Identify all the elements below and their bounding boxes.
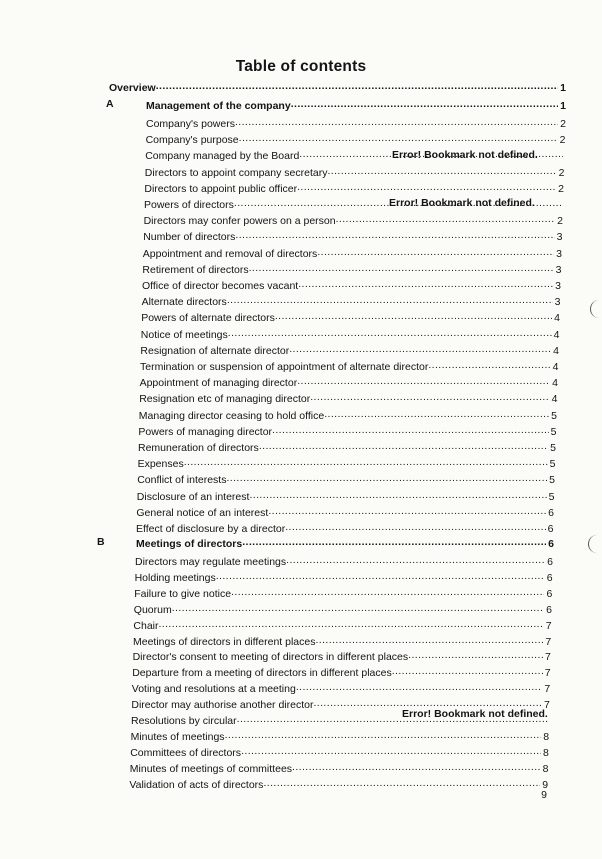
toc-entry[interactable] (140, 361, 559, 374)
dot-leader (242, 536, 546, 549)
dot-leader (158, 618, 543, 631)
toc-entry-label: Powers of directors (144, 199, 234, 211)
bookmark-error (389, 197, 535, 210)
toc-entry[interactable] (133, 620, 551, 633)
toc-page-number: 1 (560, 100, 566, 112)
dot-leader (241, 745, 541, 758)
toc-entry[interactable] (135, 572, 553, 585)
toc-page-number: 4 (552, 377, 558, 390)
toc-entry-label: Alternate directors (141, 296, 227, 309)
toc-entry-label: Directors may regulate meetings (135, 556, 287, 568)
toc-entry-label: Office of director becomes vacant (142, 280, 299, 292)
toc-entry[interactable] (141, 329, 560, 342)
toc-entry-label: Company's purpose (145, 134, 239, 147)
toc-entry-label: Chair (133, 619, 159, 632)
toc-entry[interactable] (133, 636, 551, 649)
toc-page-number: 3 (554, 296, 561, 309)
dot-leader (315, 634, 543, 647)
toc-entry[interactable] (128, 789, 547, 802)
toc-entry[interactable] (143, 231, 562, 244)
dot-leader (285, 521, 545, 534)
toc-entry[interactable] (137, 491, 555, 504)
dot-leader (275, 310, 552, 323)
toc-entry-label: Committees of directors (130, 746, 242, 759)
toc-entry[interactable] (135, 556, 553, 569)
dot-leader (235, 116, 558, 129)
toc-entry[interactable] (140, 345, 559, 358)
bookmark-error (392, 149, 538, 162)
toc-page-number: 3 (556, 247, 562, 260)
toc-entry[interactable] (136, 523, 554, 536)
toc-entry-label: Minutes of meetings (130, 730, 225, 743)
toc-page-number: 6 (548, 506, 554, 519)
toc-entry-label: Disclosure of an interest (136, 490, 250, 503)
dot-leader (263, 777, 540, 790)
toc-entry[interactable] (130, 763, 549, 776)
dot-leader (317, 246, 554, 259)
margin-mark (588, 535, 599, 553)
toc-entry[interactable] (143, 248, 562, 261)
dot-leader (298, 278, 553, 291)
toc-page-number: 8 (543, 730, 550, 743)
section-letter-a: A (106, 98, 114, 110)
toc-page-number: 1 (560, 82, 566, 94)
toc-entry-label: Number of directors (143, 231, 236, 244)
toc-entry-label: Minutes of meetings of committees (129, 762, 293, 775)
toc-entry-label: Appointment of managing director (139, 377, 298, 390)
toc-entry-label: Managing director ceasing to hold office (138, 409, 325, 422)
margin-mark (590, 300, 601, 318)
toc-page-number: 2 (560, 118, 566, 130)
toc-entry[interactable] (134, 604, 552, 617)
toc-page-number: 6 (546, 603, 552, 616)
dot-leader (324, 408, 549, 421)
dot-leader (239, 132, 558, 145)
toc-entry[interactable] (142, 280, 561, 293)
toc-entry[interactable] (146, 118, 566, 131)
toc-entry-label: Termination or suspension of appointment of alternate director (140, 361, 429, 373)
toc-overview[interactable] (109, 82, 566, 95)
toc-entry-label: General notice of an interest (136, 506, 269, 519)
toc-page-number: 9 (542, 778, 549, 791)
toc-page-number: 7 (544, 667, 551, 680)
dot-leader (291, 98, 558, 111)
toc-page-number: 3 (555, 263, 562, 276)
toc-entry[interactable] (130, 747, 549, 760)
bookmark-error (402, 708, 548, 721)
dot-leader (249, 489, 546, 502)
dot-leader (172, 602, 544, 615)
toc-entry[interactable] (142, 296, 561, 309)
toc-entry[interactable] (139, 393, 557, 406)
toc-entry[interactable] (133, 651, 551, 664)
dot-leader (310, 391, 549, 404)
dot-leader (231, 586, 544, 599)
toc-entry[interactable] (142, 264, 561, 277)
toc-page-number: 9 (541, 789, 547, 801)
toc-entry-label: Meetings of directors in different places (133, 635, 316, 648)
toc-page-number: 7 (545, 651, 551, 664)
dot-leader (428, 359, 550, 372)
toc-page-number: 6 (548, 538, 554, 550)
toc-page-number: 5 (551, 409, 557, 422)
bookmark-error-text: Error! Bookmark not defined. (389, 197, 535, 209)
toc-page-number: 2 (557, 215, 563, 228)
dot-leader (184, 456, 548, 469)
toc-page-number: 5 (549, 458, 556, 471)
toc-entry-label: Resignation of alternate director (140, 344, 290, 357)
toc-entry-label: Holding meetings (134, 571, 216, 584)
toc-entry-label: Departure from a meeting of directors in different places (132, 667, 392, 680)
toc-entry-label: Powers of managing director (138, 425, 273, 438)
dot-leader (272, 424, 549, 437)
dot-leader (249, 262, 554, 275)
toc-page-number: 8 (542, 746, 549, 759)
dot-leader (235, 229, 554, 242)
toc-page-number: 3 (556, 231, 563, 244)
dot-leader (156, 80, 558, 93)
toc-entry[interactable] (132, 667, 550, 680)
section-letter-b: B (97, 536, 105, 548)
toc-entry[interactable] (132, 683, 550, 696)
dot-leader (297, 181, 556, 194)
dot-leader (296, 681, 543, 694)
bookmark-error-text: Error! Bookmark not defined. (402, 708, 548, 720)
dot-leader (226, 472, 547, 485)
toc-entry[interactable] (138, 442, 556, 455)
toc-entry-label: Appointment and removal of directors (142, 247, 318, 260)
toc-page-number: 7 (543, 699, 550, 712)
toc-page-number: 6 (547, 556, 553, 568)
dot-leader (259, 440, 548, 453)
toc-entry-label: Powers of alternate directors (141, 312, 275, 325)
toc-entry[interactable] (144, 215, 563, 228)
dot-leader (286, 554, 545, 567)
toc-page-number: 6 (546, 587, 553, 600)
dot-leader (408, 649, 543, 662)
toc-entry-label: Directors may confer powers on a person (143, 215, 336, 228)
toc-page-number: 4 (551, 393, 558, 406)
toc-section-a[interactable] (146, 100, 566, 113)
dot-leader (216, 570, 545, 583)
toc-entry-label: Director may authorise another director (131, 699, 314, 712)
toc-entry-label: Remuneration of directors (138, 442, 259, 454)
toc-entry[interactable] (134, 588, 552, 601)
toc-entry-label: Overview (109, 82, 156, 94)
toc-entry-label: Meetings of directors (136, 538, 243, 550)
toc-page-number: 6 (546, 571, 553, 584)
dot-leader (292, 761, 541, 774)
dot-leader (392, 665, 543, 678)
toc-page-number: 5 (550, 425, 557, 438)
toc-entry-label: Management of the company (146, 100, 291, 112)
dot-leader (268, 505, 546, 518)
dot-leader (327, 165, 556, 178)
toc-page-number: 2 (558, 166, 565, 179)
toc-page-number: 5 (548, 490, 555, 503)
toc-page-number: 2 (558, 182, 564, 195)
toc-page-number: 4 (552, 361, 559, 373)
toc-entry[interactable] (136, 507, 554, 520)
toc-entry-label: Effect of disclosure by a director (136, 523, 286, 535)
toc-entry[interactable] (138, 426, 556, 439)
toc-entry-label: Conflict of interests (137, 474, 227, 487)
toc-entry-label: Validation of acts of directors (129, 778, 264, 791)
toc-page-number: 5 (550, 442, 556, 454)
toc-page-number: 7 (545, 619, 552, 632)
toc-page-number: 4 (554, 312, 560, 325)
toc-entry[interactable] (145, 167, 565, 180)
toc-page-number: 7 (545, 635, 552, 648)
dot-leader (297, 375, 550, 388)
toc-entry[interactable] (137, 474, 555, 487)
toc-entry[interactable] (140, 377, 558, 390)
toc-page-number: 8 (542, 762, 549, 775)
toc-entry-label: Directors to appoint company secretary (144, 166, 328, 179)
dot-leader (289, 343, 551, 356)
toc-entry-label: Company's powers (146, 118, 235, 130)
toc-entry[interactable] (138, 458, 556, 471)
toc-entry-label: Resolutions by circular (131, 715, 237, 727)
toc-page-number: 5 (549, 474, 555, 487)
toc-entry[interactable] (146, 134, 566, 147)
toc-entry-label: Notice of meetings (140, 328, 228, 341)
toc-page-number: 7 (544, 683, 551, 696)
bookmark-error-text: Error! Bookmark not defined. (392, 149, 538, 161)
toc-entry-label: Directors to appoint public officer (144, 182, 298, 195)
toc-entry-label: Voting and resolutions at a meeting (131, 683, 296, 696)
dot-leader (336, 213, 556, 226)
toc-page-number: 2 (559, 134, 566, 147)
toc-page-number: 6 (547, 523, 554, 535)
toc-entry[interactable] (141, 312, 560, 325)
toc-page-number: 3 (555, 280, 561, 292)
toc-entry-label: Expenses (137, 458, 184, 471)
toc-entry-label: Retirement of directors (142, 263, 249, 276)
toc-entry-label: Director's consent to meeting of directors in different places (132, 651, 409, 664)
toc-entry[interactable] (139, 410, 557, 423)
page-title: Table of contents (235, 58, 367, 75)
dot-leader (228, 327, 552, 340)
toc-entry-label: Company managed by the Board (145, 150, 300, 163)
toc-page-number: 4 (553, 328, 560, 341)
toc-entry-label: Failure to give notice (134, 587, 232, 600)
toc-page-number: 4 (553, 344, 559, 357)
toc-entry-label: Resignation etc of managing director (139, 393, 311, 406)
toc-entry[interactable] (144, 183, 564, 196)
toc-entry[interactable] (131, 731, 550, 744)
toc-section-b[interactable] (136, 538, 554, 551)
toc-entry-label: Quorum (133, 603, 172, 616)
dot-leader (225, 729, 542, 742)
dot-leader (227, 294, 553, 307)
